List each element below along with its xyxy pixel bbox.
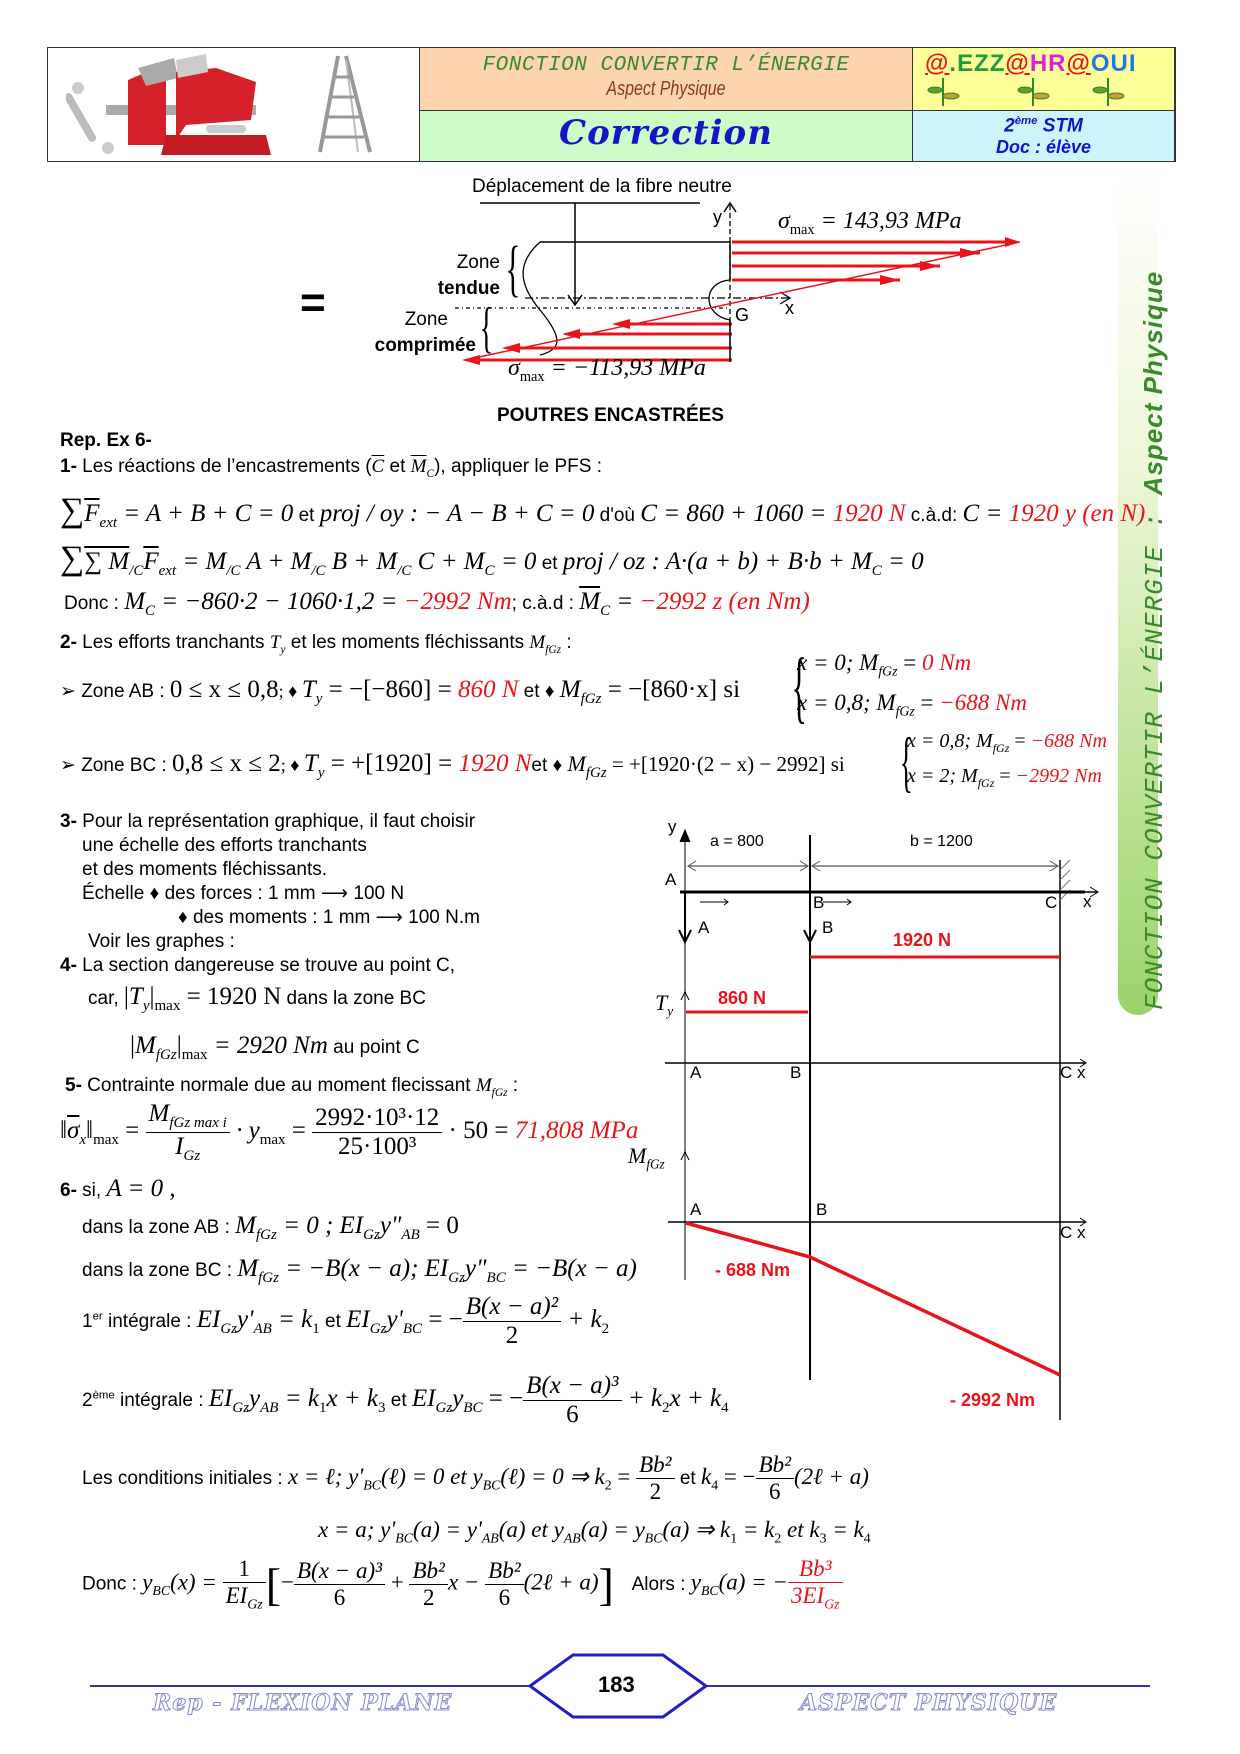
shear-value-ab: 860 N	[718, 988, 767, 1008]
beam-point-a: A	[665, 870, 677, 889]
header-table	[47, 47, 1176, 162]
shear-point-a: A	[690, 1063, 702, 1082]
q6-zone-ab: dans la zone AB : $M_{fGz} = 0$ ; $EI_{Gz}y"_{AB} = 0$	[82, 1212, 459, 1243]
footer-left: Rep - FLEXION PLANE	[153, 1690, 453, 1716]
author-logo	[913, 48, 1175, 111]
flower-icons	[923, 78, 1173, 108]
correction-banner	[420, 111, 913, 161]
step-ladder-icon	[310, 52, 380, 157]
zone-comprimee-label: Zone comprimée	[374, 309, 476, 356]
q4-ty-max: car, $|T_y|_{max} = 1920$ N dans la zone BC	[88, 983, 426, 1014]
brace-tendue: {	[505, 235, 521, 303]
moment-value-c: - 2992 Nm	[950, 1390, 1036, 1410]
doc-type: Doc : élève	[995, 137, 1092, 158]
zone-ab-case-1: x = 0; $M_{fGz} = 0$ Nm	[797, 650, 972, 679]
rep-title: Rep. Ex 6-	[60, 430, 152, 451]
q4-statement: 4- La section dangereuse se trouve au point C,	[60, 955, 456, 976]
q1-result-mc: Donc : $M_C = -860\cdot 2 - 1060\cdot 1,2 = -2992$ Nm; c.à.d : $\overline{M}_C = -2992$ z (en Nm)	[64, 588, 810, 619]
force-a-label: A	[698, 918, 710, 937]
axis-x-label: x	[785, 298, 794, 318]
moment-point-b: B	[816, 1200, 828, 1219]
beam-point-c: C	[1045, 893, 1058, 912]
dim-b-label: b = 1200	[910, 833, 973, 850]
q6-initial-conditions-2: x = a; $y'_{BC}(a) = y'_{AB}(a)$ et $y_{AB}(a) = y_{BC}(a)$ ⇒ $k_1 = k_2$ et $k_3 = k_4$	[318, 1517, 871, 1546]
side-banner-text: FONCTION CONVERTIR L’ÉNERGIE : Aspect Physique	[1138, 270, 1170, 1010]
moment-point-c: C x	[1060, 1223, 1086, 1242]
q5-statement: 5- Contrainte normale due au moment flecissant $M_{fGz}$ :	[65, 1075, 519, 1099]
page-number: 183	[598, 1672, 635, 1697]
brace-comprimee: {	[479, 297, 494, 359]
q3-text: 3- Pour la représentation graphique, il faut choisir une échelle des efforts tranchants et des moments fléchissants. Échelle ♦ des forces : 1 mm ⟶ 100 N ♦ des moments : 1 mm ⟶ 100 N.m Voir les graphes :	[60, 811, 480, 952]
zone-bc-case-1: x = 0,8; $M_{fGz} = -688$ Nm	[907, 730, 1107, 755]
module-title: FONCTION CONVERTIR L’ÉNERGIE	[482, 54, 850, 77]
brace-zone-ab: {	[791, 643, 807, 731]
beam-axis-x: x	[1083, 892, 1092, 911]
logo-text: @.EZZ@HR@OUI	[925, 50, 1137, 77]
q2-zone-ab: ➢ Zone AB : 0 ≤ x ≤ 0,8; ♦ $T_y = -[-860] = 860$ N et ♦ $M_{fGz} = -[860\cdot x]$ si	[60, 676, 741, 707]
q1-equation-forces: $\sum\overline{F}_{ext} = A + B + C = 0$ et proj / oy : − A − B + C = 0 d'où C = 860 + 1060 = 1920 N c.à.d: C = 1920 y (en N)	[60, 492, 1146, 531]
shear-value-bc: 1920 N	[893, 930, 952, 950]
shear-axis-label: $T_y$	[655, 990, 674, 1019]
shear-point-b: B	[790, 1063, 802, 1082]
q2-statement: 2- Les efforts tranchants $T_y$ et les moments fléchissants $M_{fGz}$ :	[60, 632, 572, 656]
q5-stress-formula: $‖\overline{\sigma}_x‖_{max}$ = $\frac{M_{fGz max i}}{I_{Gz}}$ · $y_{max}$ = $\frac{\text{2992·10³·12}}{\text{25·100³}}$ · 50 = 71,808 MPa	[60, 1100, 639, 1164]
beam-point-b: B	[813, 893, 825, 912]
q6-first-integral: 1er intégrale : $EI_{Gz}y'_{AB} = k_1$ et $EI_{Gz}y'_{BC}$ = − $\frac{\text{B(x − a)²}}{2}$ + $k_2$	[82, 1293, 610, 1349]
beam-axis-y: y	[668, 817, 677, 836]
module-subtitle: Aspect Physique	[606, 78, 726, 100]
brace-zone-bc: {	[899, 723, 913, 799]
q2-zone-bc: ➢ Zone BC : 0,8 ≤ x ≤ 2; ♦ $T_y = +[1920] = 1920$ Net ♦ $M_{fGz} = +[1920\cdot(2 - x) - 2992]$ si	[60, 750, 845, 781]
sigma-max-bottom: $\sigma_{max} = -113,93$ MPa	[508, 355, 706, 385]
correction-label: Correction	[559, 113, 773, 153]
axis-y-label: y	[713, 207, 722, 227]
class-level: 2ème STM	[1004, 115, 1083, 137]
level-info	[913, 111, 1175, 161]
q1-statement: 1- Les réactions de l’encastrements ($\overline{C}$ et $\overline{M}_C$), appliquer le PFS :	[60, 456, 602, 480]
zone-ab-case-2: x = 0,8; $M_{fGz} = -688$ Nm	[797, 690, 1027, 719]
moment-axis-label: $M_{fGz}$	[628, 1143, 665, 1172]
q6-zone-bc: dans la zone BC : $M_{fGz} = -B(x - a)$; $EI_{Gz}y"_{BC} = -B(x - a)$	[82, 1255, 637, 1286]
force-b-label: B	[822, 918, 834, 937]
moment-value-b: - 688 Nm	[715, 1260, 791, 1280]
neutral-fiber-title: Déplacement de la fibre neutre	[472, 176, 732, 197]
q6-statement: 6- si, A = 0 ,	[60, 1175, 176, 1202]
shear-point-c: C x	[1060, 1063, 1086, 1082]
q6-deflection-result: Donc : $y_{BC}(x)$ = $\frac{1}{EI_{Gz}}$ [− $\frac{\text{B(x − a)³}}{6}$ + $\frac{\text{Bb²}}{2}$ x − $\frac{\text{Bb²}}{6}$ (2ℓ + a)] Alors : $y_{BC}(a)$ = − $\frac{\text{Bb³}}{3EI_{Gz}}$	[82, 1556, 843, 1613]
header-images	[48, 48, 420, 161]
zone-bc-case-2: x = 2; $M_{fGz} = -2992$ Nm	[907, 765, 1102, 790]
sigma-max-top: $\sigma_{max} = 143,93$ MPa	[778, 208, 962, 238]
footer-right: ASPECT PHYSIQUE	[800, 1690, 1058, 1716]
section-title: POUTRES ENCASTRÉES	[497, 405, 724, 426]
header-title	[420, 48, 913, 111]
equals-sign: =	[300, 278, 326, 327]
bench-vise-icon	[66, 50, 296, 160]
point-g-label: G	[735, 305, 750, 325]
dim-a-label: a = 800	[710, 833, 764, 850]
q6-second-integral: 2ème intégrale : $EI_{Gz}y_{AB} = k_1x + k_3$ et $EI_{Gz}y_{BC}$ = − $\frac{\text{B(x − a)³}}{6}$ + $k_2x + k_4$	[82, 1372, 729, 1428]
moment-point-a: A	[690, 1200, 702, 1219]
zone-tendue-label: Zone tendue	[437, 252, 500, 299]
q6-initial-conditions-1: Les conditions initiales : x = ℓ; $y'_{BC}(\ell) = 0$ et $y_{BC}(\ell) = 0$ ⇒ $k_2$ = $\frac{\text{Bb²}}{2}$ et $k_4$ = − $\frac{\text{Bb²}}{6}$ (2ℓ + a)	[82, 1452, 869, 1504]
q1-equation-moments: ∑∑ $M_{/C}\overline{F}_{ext} = M_{/C}$ $A + M_{/C}$ $B + M_{/C}$ $C + M_C = 0$ et proj / oz : $A\cdot(a + b) + B\cdot b + M_C = 0$	[60, 540, 924, 579]
q4-mf-max: $|M_{fGz}|_{max} = 2920$ Nm au point C	[130, 1032, 420, 1063]
